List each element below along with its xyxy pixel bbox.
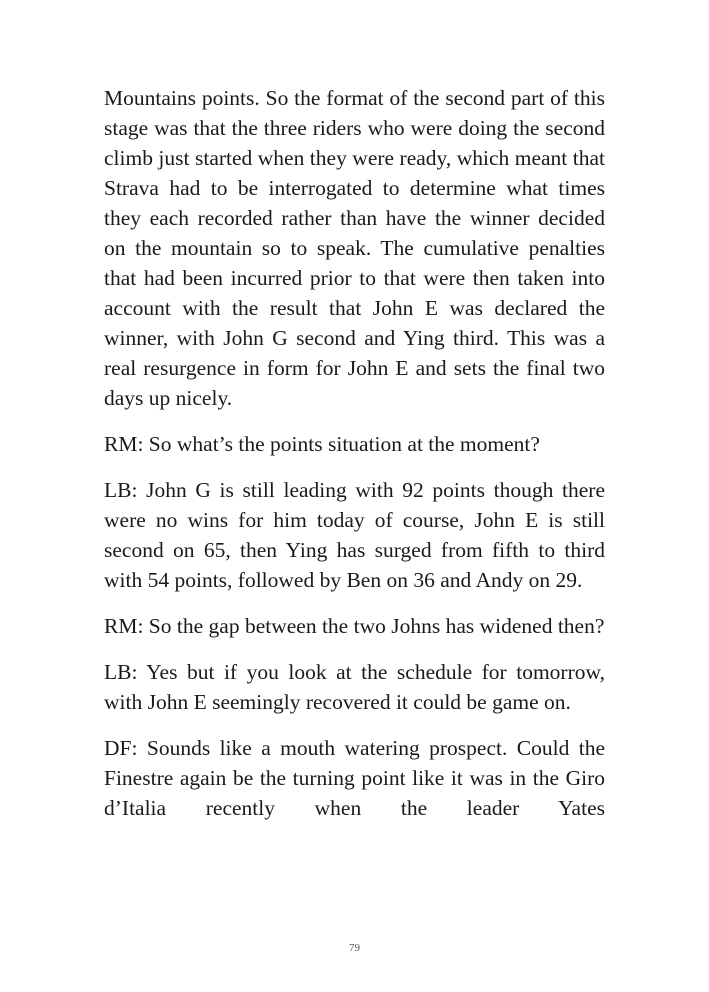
page-body (104, 83, 605, 839)
paragraph-rm-question-points: RM: So what’s the points situation at the moment? (104, 432, 540, 456)
paragraph-narrative: Mountains points. So the format of the second part of this stage was that the three riders who were doing the second climb just started when they were ready, which meant that Strava had to be interrogated to determine what times they each recorded rather than have the winner decided on the mountain so to speak. The cumulative penalties that had been incurred prior to that were then taken into account with the result that John E was declared the winner, with John G second and Ying third. This was a real resurgence in form for John E and sets the final two days up nicely. (104, 86, 605, 410)
page-number: 79 (349, 942, 360, 954)
paragraph-df-finestre: DF: Sounds like a mouth watering prospect. Could the Finestre again be the turning point like it was in the Giro d’Italia recently when the leader Yates (104, 736, 605, 820)
paragraph-rm-question-gap: RM: So the gap between the two Johns has widened then? (104, 614, 605, 638)
paragraph-lb-schedule: LB: Yes but if you look at the schedule for tomorrow, with John E seemingly recovered it could be game on. (104, 660, 605, 714)
paragraph-lb-standings: LB: John G is still leading with 92 points though there were no wins for him today of course, John E is still second on 65, then Ying has surged from fifth to third with 54 points, followed by Ben on 36 and Andy on 29. (104, 478, 605, 592)
